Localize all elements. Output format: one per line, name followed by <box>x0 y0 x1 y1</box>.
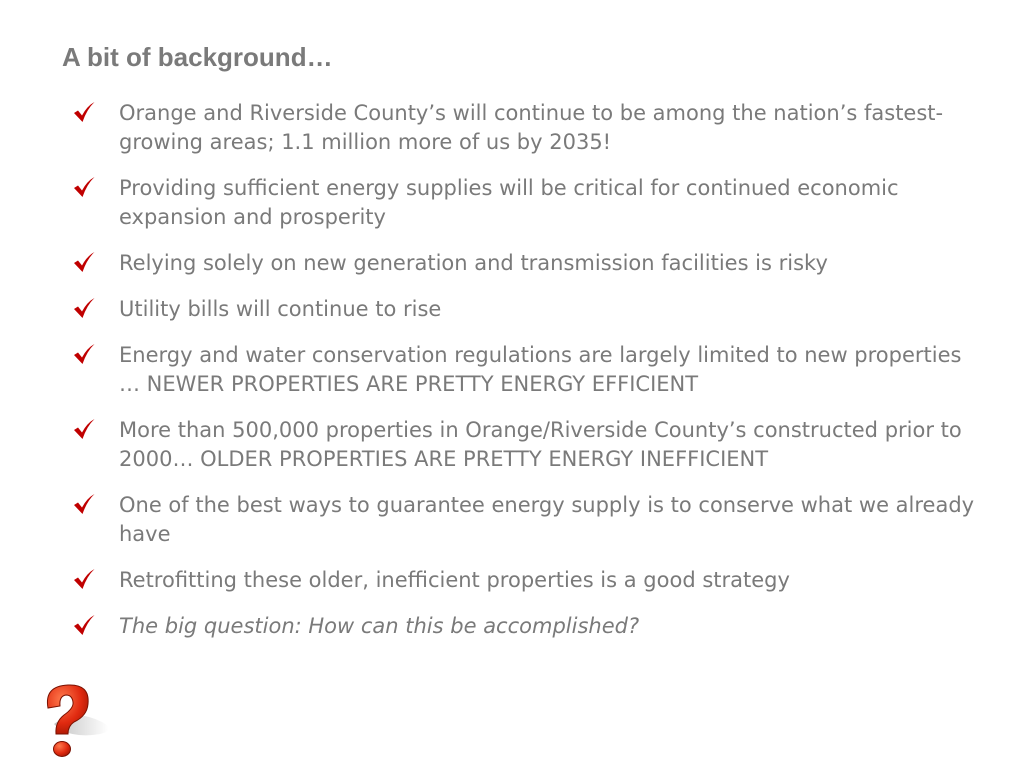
bullet-text: Utility bills will continue to rise <box>119 297 442 321</box>
checkmark-icon <box>72 343 96 365</box>
bullet-item <box>72 174 982 232</box>
bullet-text: Providing sufficient energy supplies will be critical for continued economic expansion and prosperity <box>119 176 899 229</box>
bullet-item <box>72 566 982 595</box>
checkmark-icon <box>72 176 96 198</box>
bullet-list <box>72 99 982 641</box>
checkmark-icon <box>72 101 96 123</box>
bullet-item <box>72 612 982 641</box>
checkmark-icon <box>72 568 96 590</box>
bullet-item <box>72 99 982 157</box>
slide-title: A bit of background… <box>62 42 333 72</box>
bullet-text: Relying solely on new generation and transmission facilities is risky <box>119 251 828 275</box>
bullet-text: The big question: How can this be accomplished? <box>119 614 640 638</box>
bullet-text: Energy and water conservation regulations are largely limited to new properties … NEWER PROPERTIES ARE PRETTY ENERGY EFFICIENT <box>119 343 962 396</box>
question-mark-icon <box>30 680 120 762</box>
bullet-item <box>72 295 982 324</box>
bullet-text: Orange and Riverside County’s will continue to be among the nation’s fastest-growing areas; 1.1 million more of us by 2035! <box>119 101 944 154</box>
bullet-item <box>72 249 982 278</box>
bullet-text: More than 500,000 properties in Orange/Riverside County’s constructed prior to 2000… OLDER PROPERTIES ARE PRETTY ENERGY INEFFICIENT <box>119 418 962 471</box>
checkmark-icon <box>72 297 96 319</box>
checkmark-icon <box>72 418 96 440</box>
checkmark-icon <box>72 493 96 515</box>
bullet-text: One of the best ways to guarantee energy supply is to conserve what we already have <box>119 493 975 546</box>
bullet-item <box>72 491 982 549</box>
bullet-item <box>72 341 982 399</box>
checkmark-icon <box>72 251 96 273</box>
checkmark-icon <box>72 614 96 636</box>
bullet-item <box>72 416 982 474</box>
bullet-text: Retrofitting these older, inefficient properties is a good strategy <box>119 568 790 592</box>
